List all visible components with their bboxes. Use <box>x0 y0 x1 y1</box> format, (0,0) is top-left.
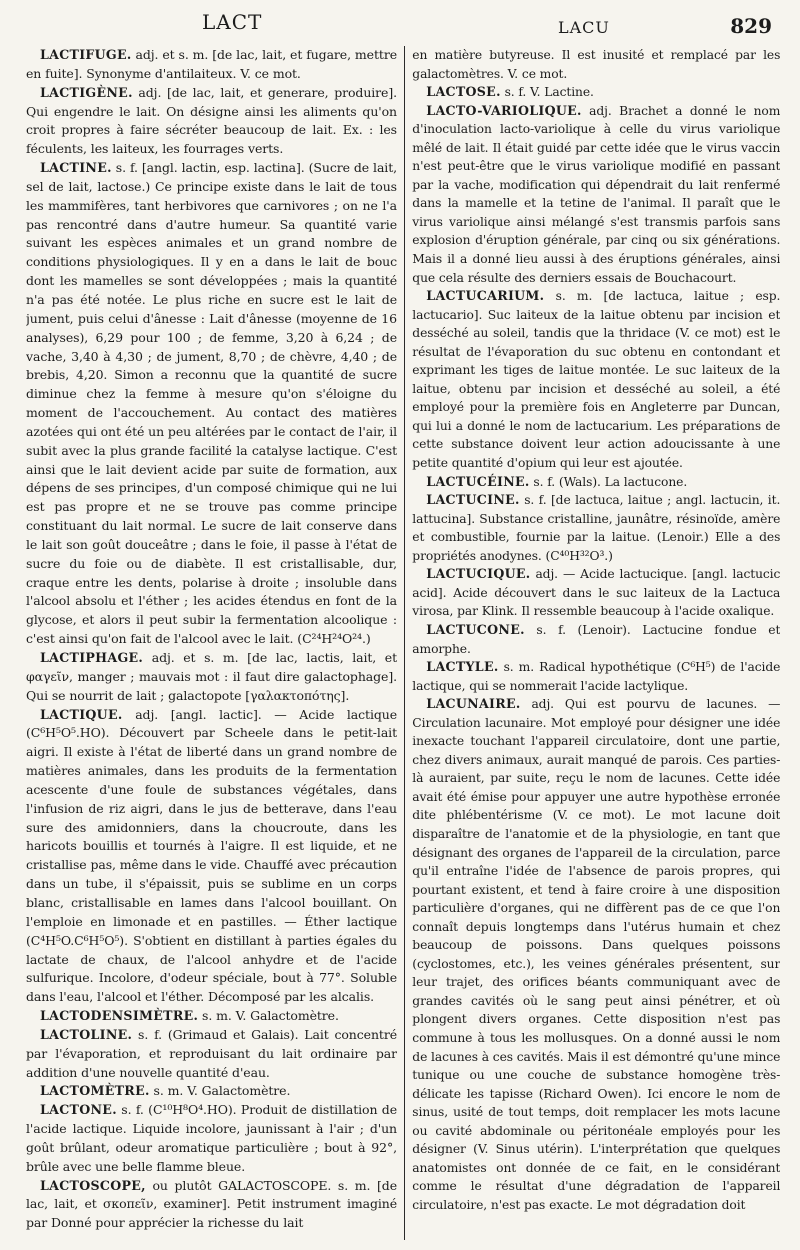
entry-lactine <box>26 159 397 649</box>
entry-text: adj. Qui est pourvu de lacunes. — Circulation lacunaire. Mot employé pour désigner une idée inexacte touchant l'appareil circulatoire, dont une partie, chez divers animaux, aurait manqué de parois. Ces parties-là auraient, par suite, reçu le nom de lacunes. Cette idée avait été émise pour appuyer une autre hypothèse erronée dite phlébentérisme (V. ce mot). Le mot lacune doit disparaître de l'anatomie et de la physiologie, en tant que désignant des organes de l'appareil de la circulation, parce qu'il entraîne l'idée de l'absence de parois propres, qui pourtant existent, et tend à faire croire à une disposition particulière d'organes, qui ne diffèrent pas de ce que l'on connaît depuis longtemps dans l'utérus humain et chez beaucoup de poissons. Dans quelques poissons (cyclostomes, etc.), les veines générales présentent, sur leur trajet, des orifices béants communiquant avec de grandes cavités où le sang peut ainsi pénétrer, et où plongent divers organes. Cette disposition n'est pas commune à tous les mollusques. On a donné aussi le nom de lacunes à ces cavités. Mais il est démontré qu'une mince tunique ou une couche de substance homogène très-délicate les tapisse (Richard Owen). Ici encore le nom de sinus, usité de tout temps, doit remplacer les mots lacune ou cavité abdominale ou péritonéale employés pour les désigner (V. Sinus utérin). L'interprétation que quelques anatomistes ont donnée de ce fait, en le considérant comme le résultat d'une dégradation de l'appareil circulatoire, n'est pas exacte. Le mot dégradation doit <box>412 697 781 1212</box>
entry-lacto-variolique <box>412 102 780 287</box>
headword: LACTIQUE. <box>40 706 123 722</box>
headword: LACTUCARIUM. <box>426 288 545 304</box>
headword: LACTUCIQUE. <box>426 566 531 582</box>
entry-lactucine <box>412 491 780 565</box>
entry-lactifuge <box>26 46 397 84</box>
entry-text: ou plutôt GALACTOSCOPE. s. m. [de lac, lait, et σκοπεῖν, examiner]. Petit instrument imaginé par Donné pour apprécier la richesse du lait <box>26 1177 397 1231</box>
entry-lactigene <box>26 84 397 159</box>
entry-text: s. f. (Lenoir). Lactucine fondue et amorphe. <box>412 622 781 656</box>
entry-lactoline <box>26 1026 397 1083</box>
entry-text: s. m. Radical hypothétique (C⁶H⁵) de l'acide lactique, qui se nommerait l'acide lactylique. <box>412 660 781 693</box>
entry-text: s. f. V. Lactine. <box>500 85 594 100</box>
entry-lactyle <box>412 658 780 695</box>
entry-lactucique <box>412 565 780 621</box>
headword: LACTUCONE. <box>426 621 525 637</box>
entry-lactucone <box>412 621 780 658</box>
entry-text: adj. Brachet a donné le nom d'inoculation lacto-variolique à celle du virus variolique mêlé de lait. Il était guidé par cette idée que le virus vaccin n'est peut-être que le virus variolique modifié en passant par la vache, modification qui dépendrait du lait renfermé dans la mamelle et la tetine de l'animal. Il paraît que le virus variolique ainsi mélangé s'est transmis parfois sans explosion d'éruption générale, par cinq ou six générations. Mais il a donné lieu aussi à des éruptions générales, ainsi que cela résulte des derniers essais de Bouchacourt. <box>412 103 781 285</box>
entry-text: adj. — Acide lactucique. [angl. lactucic acid]. Acide découvert dans le suc laiteux de la Lactuca virosa, par Klink. Il ressemble beaucoup à l'acide oxalique. <box>412 567 781 619</box>
entry-text: s. m. V. Galactomètre. <box>149 1083 291 1099</box>
headword: LACTOSE. <box>426 84 501 100</box>
entry-text: s. f. [angl. lactin, esp. lactina]. (Sucre de lait, sel de lait, lactose.) Ce principe existe dans le lait de tous les mammifères, tant herbivores que carnivores ; on ne l'a pas rencontré dans d'autre humeur. Sa quantité varie suivant les espèces animales et un grand nombre de conditions physiologiques. Il y en a dans le lait de bouc dont les mamelles se sont développées ; mais la quantité n'a pas été notée. Le plus riche en sucre est le lait de jument, puis celui d'ânesse : Lait d'ânesse (moyenne de 16 analyses), 6,29 pour 100 ; de femme, 3,20 à 6,24 ; de vache, 3,40 à 4,30 ; de jument, 8,70 ; de chèvre, 4,40 ; de brebis, 4,20. Simon a reconnu que la quantité de sucre diminue chez la femme à mesure qu'on s'éloigne du moment de l'accouchement. Au contact des matières azotées qui ont été un peu altérées par le contact de l'air, il subit avec la plus grande facilité la catalyse lactique. C'est ainsi que le lait devient acide par suite de formation, aux dépens de ses principes, d'un composé chimique qui ne lui est pas propre et ne se trouve pas comme principe constituant du lait normal. Le sucre de lait conserve dans le lait son goût douceâtre ; dans le foie, il passe à l'état de sucre du foie ou de diabète. Il est cristallisable, dur, craque entre les dents, polarise à droite ; insoluble dans l'alcool absolu et l'éther ; les acides étendus en font de la glycose, et alors il peut subir la fermentation alcoolique : c'est ainsi qu'on fait de l'alcool avec le lait. (C²⁴H²⁴O²⁴.) <box>26 160 397 647</box>
entry-text: adj. [angl. lactic]. — Acide lactique (C⁶H⁵O⁵.HO). Découvert par Scheele dans le petit-lait aigri. Il existe à l'état de liberté dans un grand nombre de matières animales, dans les produits de la fermentation acescente d'une foule de substances végétales, dans l'infusion de riz aigri, dans le jus de betterave, dans l'eau sure des amidonniers, dans la choucroute, dans les haricots bouillis et tournés à l'aigre. Il est liquide, et ne cristallise pas, même dans le vide. Chauffé avec précaution dans un tube, il s'épaissit, puis se sublime en un corps blanc, cristallisable en lames dans l'alcool bouillant. On l'emploie en limonade et en pastilles. — Éther lactique (C⁴H⁵O.C⁶H⁵O⁵). S'obtient en distillant à parties égales du lactate de chaux, de l'alcool anhydre et de l'acide sulfurique. Incolore, d'odeur spéciale, bout à 77°. Soluble dans l'eau, l'alcool et l'éther. Décomposé par les alcalis. <box>26 706 397 1005</box>
entry-text: adj. et s. m. [de lac, lait, et fugare, mettre en fuite]. Synonyme d'antilaiteux. V. ce mot. <box>26 47 397 81</box>
entry-text: s. m. [de lactuca, laitue ; esp. lactucario]. Suc laiteux de la laitue obtenu par incision et desséché au soleil, tandis que la thridace (V. ce mot) est le résultat de l'évaporation du suc obtenu en contondant et exprimant les tiges de laitue montée. Le suc laiteux de la laitue, obtenu par incision et desséché au soleil, a été employé pour la première fois en Angleterre par Duncan, qui lui a donné le nom de lactucarium. Les préparations de cette substance doivent leur action adoucissante à une petite quantité d'opium qui leur est ajoutée. <box>412 289 781 471</box>
headword: LACTODENSIMÈTRE. <box>40 1008 199 1024</box>
entry-text: s. f. (Grimaud et Galais). Lait concentré par l'évaporation, et reproduisant du lait ordinaire par addition d'une nouvelle quantité d'eau. <box>26 1026 397 1080</box>
entry-lactique <box>26 706 397 1008</box>
entry-text: s. f. [de lactuca, laitue ; angl. lactucin, it. lattucina]. Substance cristalline, jaunâtre, résinoïde, amère et combustible, fournie par la laitue. (Lenoir.) Elle a des propriétés anodynes. (C⁴⁰H³²O³.) <box>412 493 781 563</box>
column-divider <box>404 46 405 1240</box>
headword: LACTOSCOPE, <box>40 1177 146 1193</box>
entry-text: adj. et s. m. [de lac, lactis, lait, et φαγεῖν, manger ; mauvais mot : il faut dire galactophage]. Qui se nourrit de lait ; galactopote [γαλακτοπότης]. <box>26 650 397 703</box>
entry-text: s. f. (C¹⁰H⁸O⁴.HO). Produit de distillation de l'acide lactique. Liquide incolore, jaunissant à l'air ; d'un goût brûlant, odeur aromatique particulière ; bout à 92°, brûle avec une belle flamme bleue. <box>26 1102 397 1174</box>
entry-lactuceine <box>412 473 780 492</box>
headword: LACTONE. <box>40 1102 117 1118</box>
page-number: 829 <box>730 14 772 38</box>
entry-text: adj. [de lac, lait, et generare, produire]. Qui engendre le lait. On désigne ainsi les aliments qu'on croit propres à faire sécréter beaucoup de lait. Ex. : les féculents, les laiteux, les fourrages verts. <box>26 84 397 157</box>
entry-lactose <box>412 83 780 102</box>
entry-lactodensimetre <box>26 1007 397 1026</box>
headword: LACTUCINE. <box>426 492 520 508</box>
headword: LACUNAIRE. <box>426 696 521 712</box>
entry-lactoscope <box>26 1177 397 1234</box>
entry-lacunaire <box>412 695 780 1214</box>
headword: LACTINE. <box>40 160 112 176</box>
entry-text: en matière butyreuse. Il est inusité et remplacé par les galactomètres. V. ce mot. <box>412 48 781 81</box>
left-column <box>26 46 397 1240</box>
entry-lactucarium <box>412 287 780 472</box>
headword: LACTO-VARIOLIQUE. <box>426 102 582 118</box>
entry-continuation <box>412 46 780 83</box>
entry-text: s. f. (Wals). La lactucone. <box>529 474 688 489</box>
headword: LACTUCÉINE. <box>426 473 530 489</box>
right-column <box>412 46 780 1240</box>
entry-lactiphage <box>26 649 397 706</box>
page-header <box>26 0 784 40</box>
headword: LACTIPHAGE. <box>40 650 144 665</box>
entry-lactone <box>26 1101 397 1176</box>
headword: LACTIGÈNE. <box>40 84 133 100</box>
left-running-head: LACT <box>202 10 263 34</box>
headword: LACTYLE. <box>426 659 499 675</box>
headword: LACTOMÈTRE. <box>40 1083 150 1099</box>
headword: LACTIFUGE. <box>40 47 132 62</box>
right-running-head: LACU <box>558 18 610 37</box>
entry-lactometre <box>26 1082 397 1101</box>
headword: LACTOLINE. <box>40 1026 133 1042</box>
entry-text: s. m. V. Galactomètre. <box>198 1008 339 1024</box>
text-columns <box>26 46 784 1240</box>
